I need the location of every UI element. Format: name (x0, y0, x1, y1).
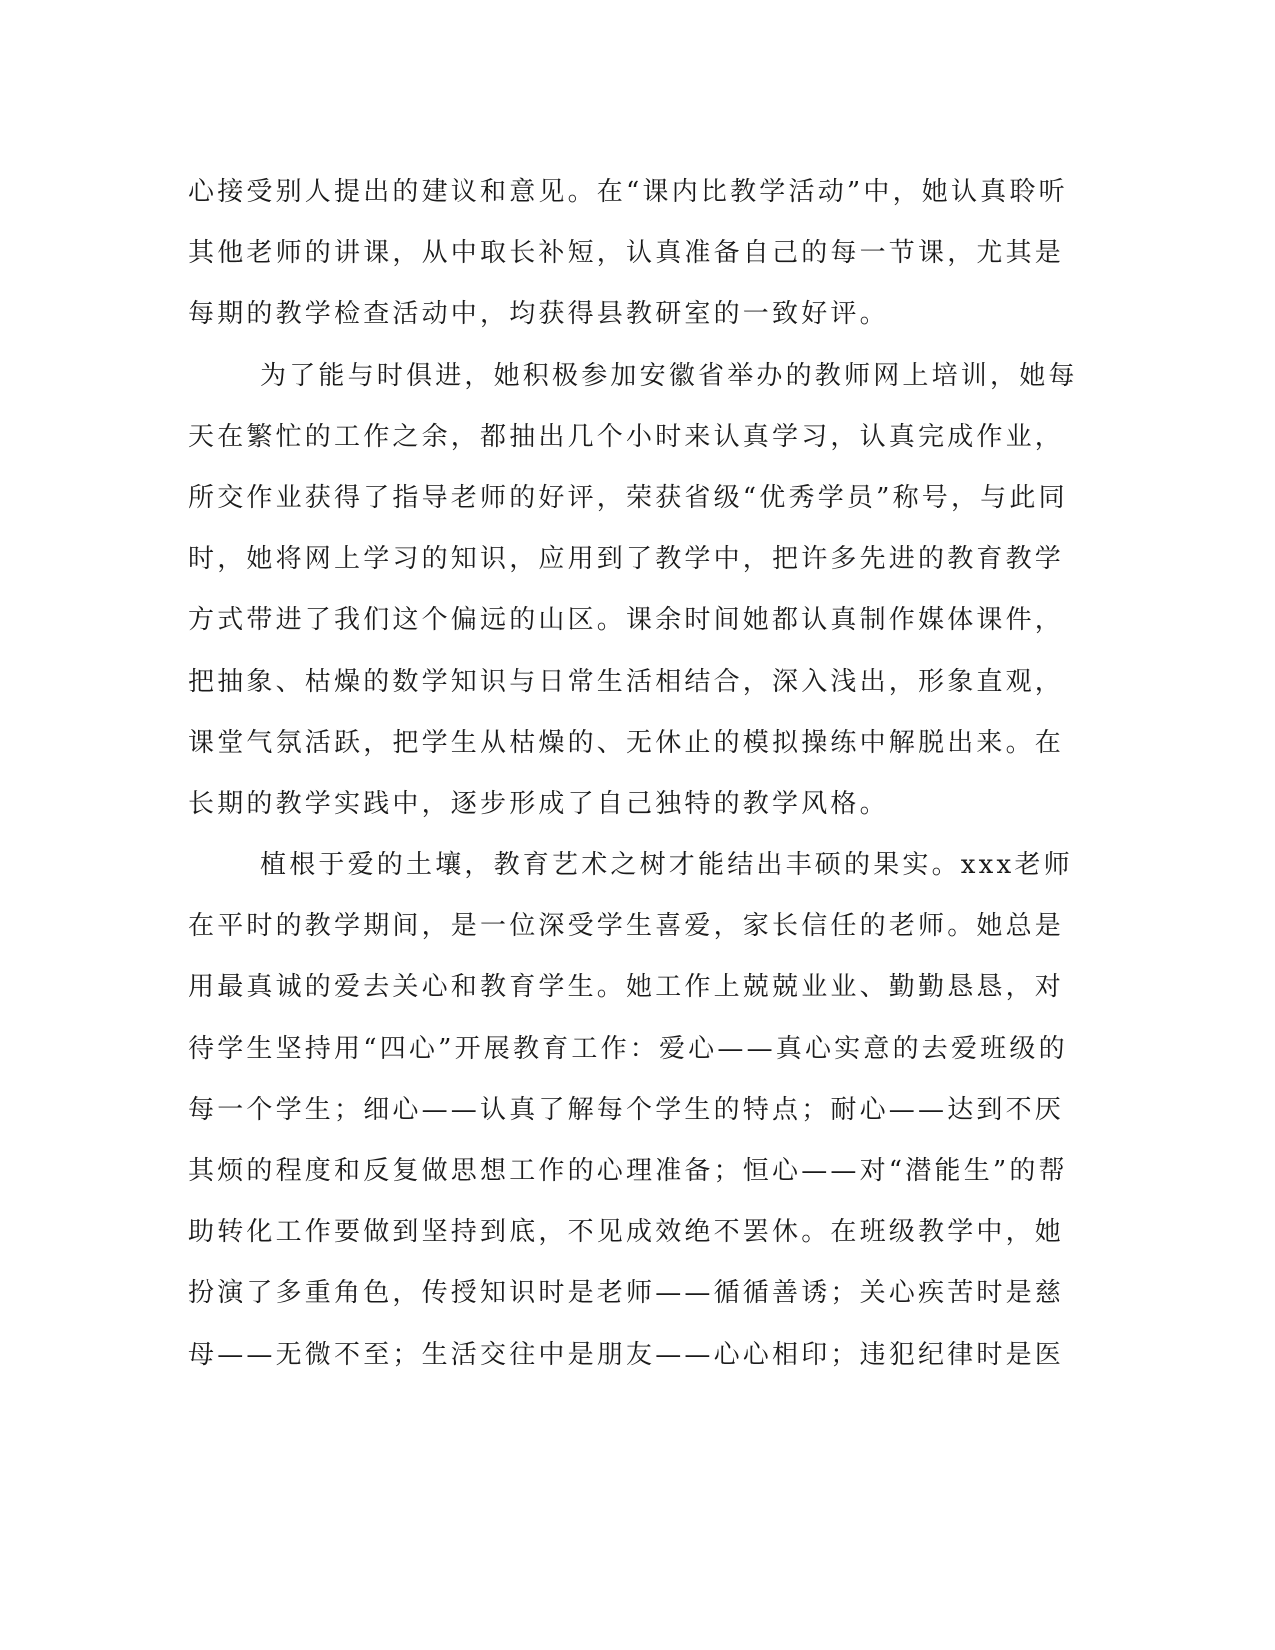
text-line: 把抽象、枯燥的数学知识与日常生活相结合，深入浅出，形象直观， (188, 666, 1065, 697)
text-line: 在平时的教学期间，是一位深受学生喜爱，家长信任的老师。她总是 (188, 911, 1065, 942)
text-line: 母——无微不至；生活交往中是朋友——心心相印；违犯纪律时是医 (188, 1339, 1065, 1370)
paragraph-2 (188, 346, 1088, 836)
text-line: 其烦的程度和反复做思想工作的心理准备；恒心——对“潜能生”的帮 (188, 1156, 1068, 1186)
text-line: 方式带进了我们这个偏远的山区。课余时间她都认真制作媒体课件， (188, 605, 1065, 636)
text-line: 植根于爱的土壤，教育艺术之树才能结出丰硕的果实。xxx老师 (260, 850, 1073, 881)
paragraph-3 (188, 835, 1088, 1386)
text-line: 长期的教学实践中，逐步形成了自己独特的教学风格。 (188, 788, 889, 819)
text-line: 为了能与时俱进，她积极参加安徽省举办的教师网上培训，她每 (260, 360, 1078, 391)
text-line: 助转化工作要做到坚持到底，不见成效绝不罢休。在班级教学中，她 (188, 1217, 1065, 1248)
text-line: 天在繁忙的工作之余，都抽出几个小时来认真学习，认真完成作业， (188, 421, 1065, 452)
text-line: 扮演了多重角色，传授知识时是老师——循循善诱；关心疾苦时是慈 (188, 1278, 1065, 1309)
document-body (188, 162, 1088, 1386)
text-line: 每一个学生；细心——认真了解每个学生的特点；耐心——达到不厌 (188, 1094, 1065, 1125)
text-line: 时，她将网上学习的知识，应用到了教学中，把许多先进的教育教学 (188, 544, 1065, 575)
paragraph-1 (188, 162, 1088, 346)
text-line: 其他老师的讲课，从中取长补短，认真准备自己的每一节课，尤其是 (188, 238, 1065, 269)
text-line: 待学生坚持用“四心”开展教育工作：爱心——真心实意的去爱班级的 (188, 1033, 1068, 1064)
text-line: 所交作业获得了指导老师的好评，荣获省级“优秀学员”称号，与此同 (188, 482, 1068, 513)
text-line: 心接受别人提出的建议和意见。在“课内比教学活动”中，她认真聆听 (188, 177, 1068, 207)
text-line: 课堂气氛活跃，把学生从枯燥的、无休止的模拟操练中解脱出来。在 (188, 727, 1065, 758)
text-line: 每期的教学检查活动中，均获得县教研室的一致好评。 (188, 299, 889, 330)
text-line: 用最真诚的爱去关心和教育学生。她工作上兢兢业业、勤勤恳恳，对 (188, 972, 1065, 1003)
